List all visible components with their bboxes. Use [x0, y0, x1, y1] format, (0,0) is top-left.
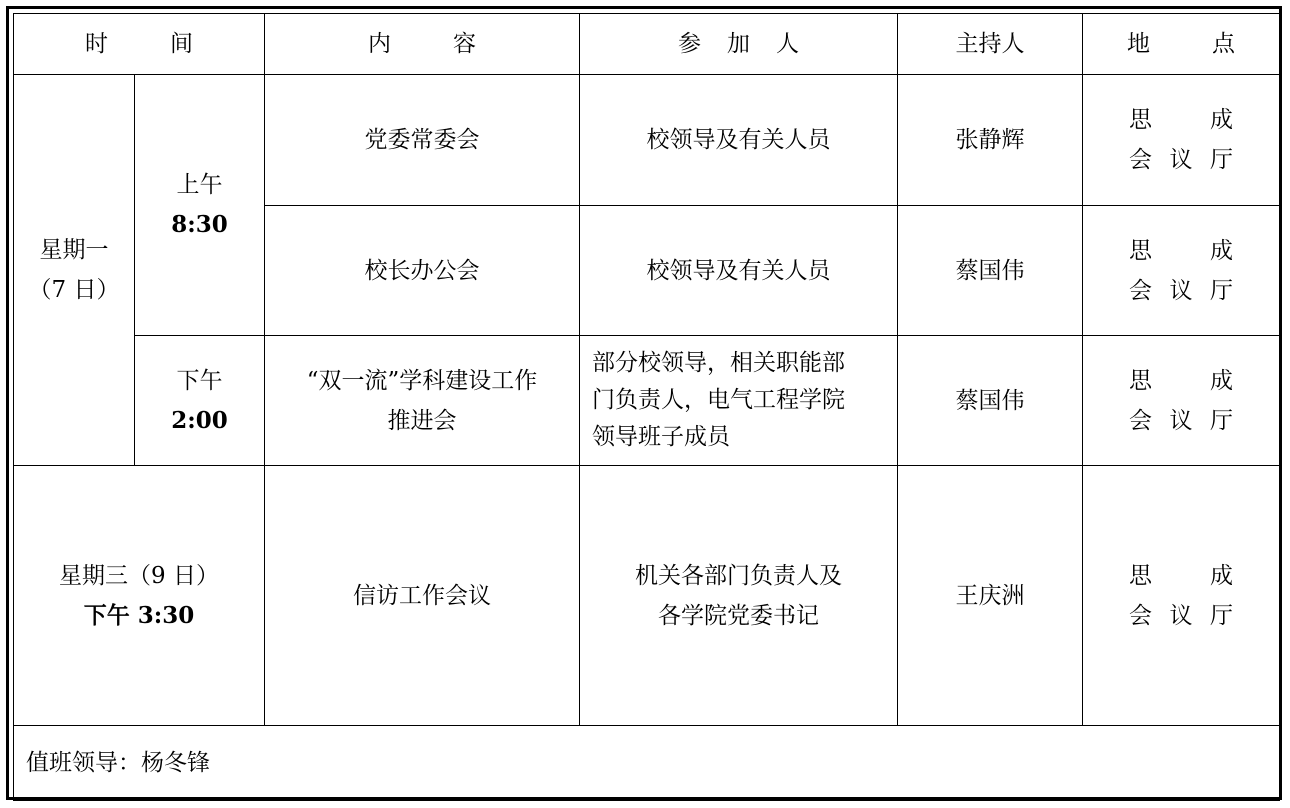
content-cell: [265, 336, 580, 466]
content-cell: [265, 466, 580, 726]
header-attendees-char-1: 参: [678, 31, 701, 57]
table-row: [14, 75, 1280, 206]
host-cell: 蔡国伟: [898, 206, 1083, 336]
attendees-text-line1: 机关各部门负责人及: [635, 562, 842, 589]
content-text-line2: 推进会: [387, 407, 457, 434]
host-cell: 张静辉: [898, 75, 1083, 206]
content-cell: [265, 75, 580, 206]
place-text: 思 成 会 议 厅: [1129, 367, 1233, 434]
day-date: （7 日）: [28, 277, 120, 303]
day-cell-monday: [14, 75, 135, 466]
header-content-char-1: 内: [368, 31, 391, 57]
header-place-char-1: 地: [1127, 31, 1150, 57]
header-host: 主持人: [898, 14, 1083, 75]
header-time-char-2: 间: [170, 31, 193, 57]
morning-label: 上午: [176, 172, 223, 198]
day-label: 星期一: [39, 237, 109, 263]
schedule-table: [13, 13, 1280, 801]
header-time: [14, 14, 265, 75]
place-text: 思 成 会 议 厅: [1129, 562, 1233, 629]
header-attendees-char-3: 人: [776, 31, 799, 57]
place-text: 思 成 会 议 厅: [1129, 237, 1233, 304]
attendees-text-line1: 部分校领导，相关职能部: [592, 350, 845, 376]
attendees-text-line2: 各学院党委书记: [658, 602, 819, 629]
table-row: [14, 466, 1280, 726]
attendees-text-line3: 领导班子成员: [592, 424, 730, 450]
duty-leader-cell: 值班领导：杨冬锋: [14, 726, 1280, 801]
header-attendees: [580, 14, 898, 75]
afternoon-label: 下午: [176, 367, 223, 394]
time-cell-wednesday: [14, 466, 265, 726]
place-cell: [1083, 336, 1280, 466]
place-cell: [1083, 206, 1280, 336]
attendees-cell: [580, 336, 898, 466]
attendees-text: 校领导及有关人员: [646, 127, 831, 153]
header-place: [1083, 14, 1280, 75]
header-content-char-2: 容: [453, 31, 476, 57]
morning-time: 8:30: [171, 211, 228, 238]
time-text: 下午 3:30: [83, 601, 195, 629]
attendees-cell: [580, 466, 898, 726]
afternoon-cell: [135, 336, 265, 466]
attendees-cell: [580, 75, 898, 206]
place-text: 思 成 会 议 厅: [1129, 107, 1233, 173]
header-attendees-char-2: 加: [727, 31, 750, 57]
content-cell: [265, 206, 580, 336]
footer-row: [14, 726, 1280, 801]
afternoon-time: 2:00: [171, 406, 228, 434]
attendees-text-line2: 门负责人，电气工程学院: [592, 387, 845, 413]
table-row: [14, 336, 1280, 466]
header-row: [14, 14, 1280, 75]
attendees-cell: [580, 206, 898, 336]
content-text-line1: “双一流”学科建设工作: [306, 367, 538, 394]
day-label: 星期三（9 日）: [59, 562, 219, 589]
host-cell: 王庆洲: [898, 466, 1083, 726]
attendees-text: 校领导及有关人员: [646, 257, 831, 284]
host-cell: 蔡国伟: [898, 336, 1083, 466]
content-text: 信访工作会议: [353, 582, 491, 609]
header-content: [265, 14, 580, 75]
header-time-char-1: 时: [85, 31, 108, 57]
place-cell: [1083, 75, 1280, 206]
content-text: 党委常委会: [364, 127, 480, 153]
morning-cell: [135, 75, 265, 336]
content-text: 校长办公会: [364, 257, 480, 284]
place-cell: [1083, 466, 1280, 726]
header-place-char-2: 点: [1212, 31, 1235, 57]
